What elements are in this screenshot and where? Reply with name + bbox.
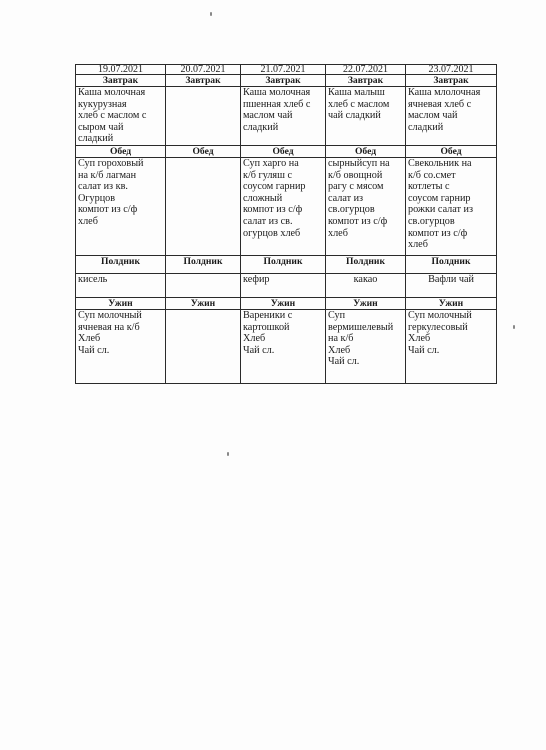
breakfast-cell: Каша млолочная ячневая хлеб с маслом чай сладкий: [406, 87, 497, 146]
scan-speck: [513, 325, 515, 329]
snack-cell: кефир: [241, 273, 326, 297]
snack-cell: [166, 273, 241, 297]
breakfast-header-row: [76, 75, 497, 87]
breakfast-cell: Каша молочная пшенная хлеб с маслом чай сладкий: [241, 87, 326, 146]
lunch-header-row: [76, 145, 497, 157]
snack-header-row: [76, 255, 497, 273]
dinner-cell: Суп вермишелевый на к/б Хлеб Чай сл.: [326, 309, 406, 383]
lunch-cell: Суп гороховый на к/б лагман салат из кв. Огурцов компот из с/ф хлеб: [76, 157, 166, 255]
date-cell: 23.07.2021: [406, 65, 497, 75]
breakfast-cell: Каша малыш хлеб с маслом чай сладкий: [326, 87, 406, 146]
snack-label: Полдник: [406, 255, 497, 273]
date-cell: 20.07.2021: [166, 65, 241, 75]
lunch-cell: Свекольник на к/б со.смет котлеты с соусом гарнир рожки салат из св.огурцов компот из с/ф хлеб: [406, 157, 497, 255]
dinner-label: Ужин: [166, 297, 241, 309]
date-cell: 22.07.2021: [326, 65, 406, 75]
scan-speck: [227, 452, 229, 456]
lunch-label: Обед: [406, 145, 497, 157]
snack-label: Полдник: [241, 255, 326, 273]
dinner-label: Ужин: [326, 297, 406, 309]
lunch-label: Обед: [166, 145, 241, 157]
dinner-label: Ужин: [241, 297, 326, 309]
snack-label: Полдник: [326, 255, 406, 273]
date-cell: 19.07.2021: [76, 65, 166, 75]
snack-cell: Вафли чай: [406, 273, 497, 297]
dinner-cell: [166, 309, 241, 383]
snack-label: Полдник: [76, 255, 166, 273]
breakfast-label: Завтрак: [326, 75, 406, 87]
date-cell: 21.07.2021: [241, 65, 326, 75]
dinner-cell: Суп молочный ячневая на к/б Хлеб Чай сл.: [76, 309, 166, 383]
dinner-cell: Вареники с картошкой Хлеб Чай сл.: [241, 309, 326, 383]
dinner-header-row: [76, 297, 497, 309]
lunch-row: [76, 157, 497, 255]
snack-cell: какао: [326, 273, 406, 297]
weekly-menu-table: [75, 64, 497, 384]
scan-speck: [210, 12, 212, 16]
dinner-label: Ужин: [76, 297, 166, 309]
breakfast-label: Завтрак: [76, 75, 166, 87]
dinner-row: [76, 309, 497, 383]
date-row: [76, 65, 497, 75]
breakfast-label: Завтрак: [406, 75, 497, 87]
breakfast-cell: [166, 87, 241, 146]
snack-row: [76, 273, 497, 297]
lunch-cell: Суп харго на к/б гуляш с соусом гарнир сложный компот из с/ф салат из св. огурцов хлеб: [241, 157, 326, 255]
breakfast-cell: Каша молочная кукурузная хлеб с маслом с сыром чай сладкий: [76, 87, 166, 146]
lunch-label: Обед: [76, 145, 166, 157]
lunch-label: Обед: [241, 145, 326, 157]
lunch-cell: [166, 157, 241, 255]
breakfast-label: Завтрак: [166, 75, 241, 87]
dinner-label: Ужин: [406, 297, 497, 309]
breakfast-row: [76, 87, 497, 146]
dinner-cell: Суп молочный геркулесовый Хлеб Чай сл.: [406, 309, 497, 383]
lunch-cell: сырныйсуп на к/б овощной рагу с мясом салат из св.огурцов компот из с/ф хлеб: [326, 157, 406, 255]
breakfast-label: Завтрак: [241, 75, 326, 87]
lunch-label: Обед: [326, 145, 406, 157]
snack-label: Полдник: [166, 255, 241, 273]
snack-cell: кисель: [76, 273, 166, 297]
